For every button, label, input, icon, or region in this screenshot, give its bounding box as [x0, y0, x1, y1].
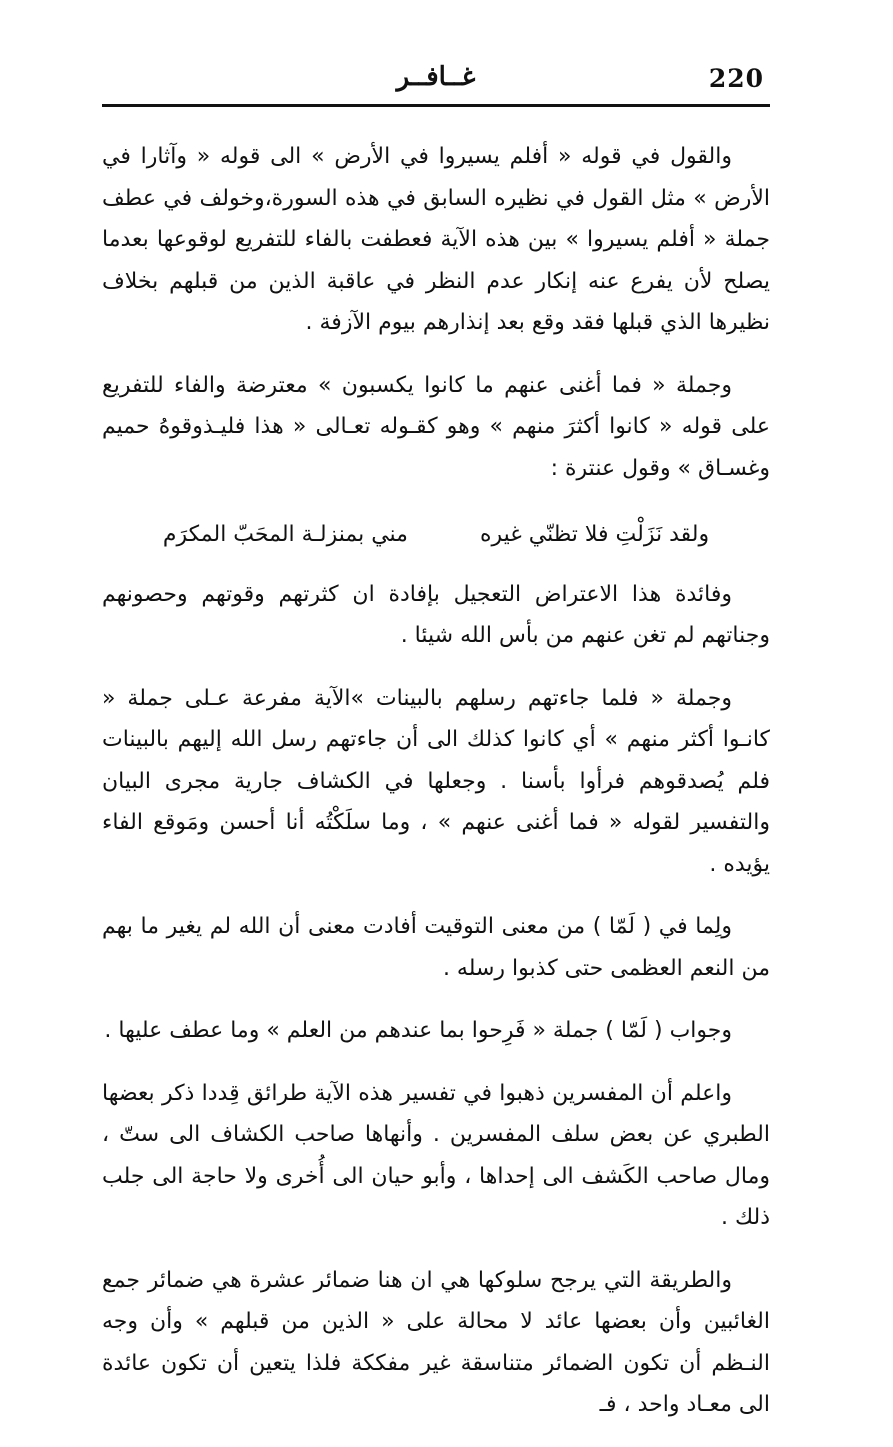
verse-first-hemistich: ولقد نَزَلْتِ فلا تظنّي غيره — [479, 522, 710, 547]
paragraph: والقول في قوله « أفلم يسيروا في الأرض » الى قوله « وآثارا في الأرض » مثل القول في نظيره السابق في هذه السورة،وخولف في عطف جملة « أفلم يسيروا » بين هذه الآية فعطفت بالفاء للتفريع لوقوعها بعدما يصلح لأن يفرع عنه إنكار عدم النظر في عاقبة الذين من قبلهم بخلاف نظيرها الذي قبلها فقد وقع بعد إنذارهم بيوم الآزفة . — [102, 144, 770, 335]
header-rule — [102, 104, 770, 107]
running-title: غــافــر — [396, 62, 476, 92]
paragraph: وجواب ( لَمّا ) جملة « فَرِحوا بما عندهم من العلم » وما عطف عليها . — [104, 1018, 732, 1043]
paragraph: واعلم أن المفسرين ذهبوا في تفسير هذه الآية طرائق قِددا ذكر بعضها الطبري عن بعض سلف المفسرين . وأنهاها صاحب الكشاف الى ستّ ، ومال صاحب الكَشف الى إحداها ، وأبو حيان الى أُخرى ولا حاجة الى جلب ذلك . — [102, 1080, 770, 1230]
paragraph: ولِما في ( لَمّا ) من معنى التوقيت أفادت معنى أن الله لم يغير ما بهم من النعم العظمى حتى كذبوا رسله . — [102, 914, 770, 981]
paragraph: وجملة « فما أغنى عنهم ما كانوا يكسبون » معترضة والفاء للتفريع على قوله « كانوا أكثرَ منهم » وهو كقـوله تعـالى « هذا فليـذوقوهُ حميم وغسـاق » وقول عنترة : — [102, 372, 770, 481]
page-number: 220 — [708, 64, 764, 93]
page-header — [102, 62, 770, 110]
verse-second-hemistich: مني بمنزلـة المحَبّ المكرَم — [162, 522, 408, 547]
page-body — [102, 136, 770, 1447]
paragraph: وفائدة هذا الاعتراض التعجيل بإفادة ان كثرتهم وقوتهم وحصونهم وجناتهم لم تغن عنهم من بأس الله شيئا . — [102, 581, 770, 648]
paragraph: وجملة « فلما جاءتهم رسلهم بالبينات »الآية مفرعة عـلى جملة « كانـوا أكثر منهم » أي كانوا كذلك الى أن جاءتهم رسل الله إليهم بالبينات فلم يُصدقوهم فرأوا بأسنا . وجعلها في الكشاف جارية مجرى البيان والتفسير لقوله « فما أغنى عنهم » ، وما سلَكْتُه أنا أحسن ومَوقع الفاء يؤيده . — [102, 685, 770, 877]
paragraph: والطريقة التي يرجح سلوكها هي ان هنا ضمائر عشرة هي ضمائر جمع الغائبين وأن بعضها عائد لا محالة على « الذين من قبلهم » وأن وجه النـظم أن تكون الضمائر متناسقة غير مفككة فلذا يتعين أن تكون عائدة الى معـاد واحد ، فـ — [102, 1267, 770, 1417]
poetry-verse — [102, 510, 770, 560]
